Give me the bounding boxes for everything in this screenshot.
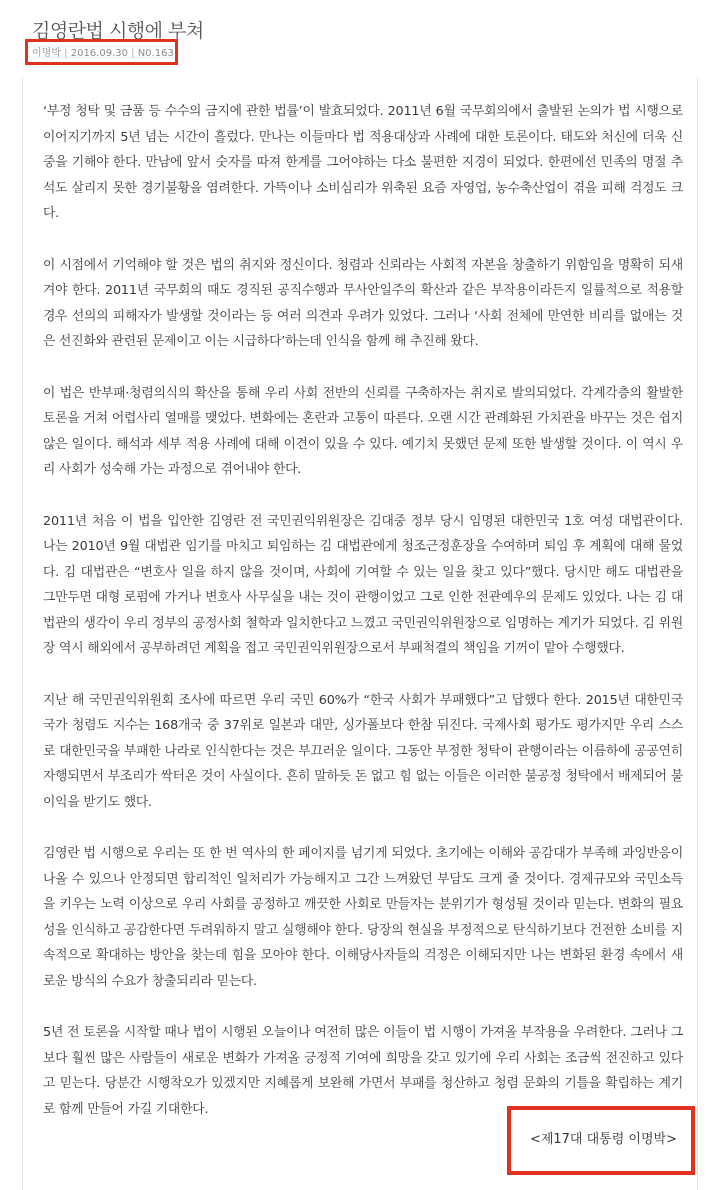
signature: <제17대 대통령 이명박>: [529, 1132, 677, 1147]
paragraph: 지난 해 국민권익위원회 조사에 따르면 우리 국민 60%가 “한국 사회가 부패했다”고 답했다 한다. 2015년 대한민국 국가 청렴도 지수는 168개국 중 37위로 일본과 대만, 싱가폴보다 한참 뒤진다. 국제사회 평가도 평가지만 우리 스스로 대한민국을 부패한 나라로 인식한다는 것은 부끄러운 일이다. 그동안 부정한 청탁이 관행이라는 이름하에 공공연히 자행되면서 부조리가 싹터온 것이 사실이다. 흔히 말하듯 돈 없고 힘 없는 이들은 이러한 불공정 청탁에서 배제되어 불이익을 받기도 했다.: [43, 692, 683, 810]
signature-highlight-box: [507, 1106, 695, 1175]
meta-separator: |: [127, 48, 138, 59]
paragraph: 김영란 법 시행으로 우리는 또 한 번 역사의 한 페이지를 넘기게 되었다. 초기에는 이해와 공감대가 부족해 과잉반응이 나올 수 있으나 안정되면 합리적인 일처리가 가능해지고 그간 느껴왔던 부담도 크게 줄 것이다. 경제규모와 국민소득을 키우는 노력 이상으로 우리 사회를 공정하고 깨끗한 사회로 만들자는 분위기가 형성될 것이라 믿는다. 변화의 필요성을 인식하고 공감한다면 두려워하지 말고 실행해야 한다. 당장의 현실을 부정적으로 탄식하기보다 건전한 소비를 지속적으로 확대하는 방안을 찾는데 힘을 모아야 한다. 이해당사자들의 걱정은 이해되지만 나는 변화된 환경 속에서 새로운 방식의 수요가 창출되리라 믿는다.: [43, 846, 683, 989]
article-title: 김영란법 시행에 부쳐: [32, 20, 204, 42]
article-header: [0, 0, 720, 78]
paragraph: 5년 전 토론을 시작할 때나 법이 시행된 오늘이나 여전히 많은 이들이 법 시행이 가져올 부작용을 우려한다. 그러나 그보다 훨씬 많은 사람들이 새로운 변화가 가져올 긍정적 기여에 희망을 갖고 있기에 우리 사회는 조금씩 전진하고 있다고 믿는다. 당분간 시행착오가 있겠지만 지혜롭게 보완해 가면서 부패를 청산하고 청렴 문화의 기틀을 확립하는 계기로 함께 만들어 가길 기대한다.: [43, 1025, 683, 1117]
meta-author: 이명박: [32, 48, 61, 59]
meta-number: N0.163: [137, 48, 174, 59]
article-meta: [32, 46, 174, 62]
paragraph: 2011년 처음 이 법을 입안한 김영란 전 국민권익위원장은 김대중 정부 당시 임명된 대한민국 1호 여성 대법관이다. 나는 2010년 9월 대법관 임기를 마치고 퇴임하는 김 대법관에게 청조근정훈장을 수여하며 퇴임 후 계획에 대해 물었다. 김 대법관은 “변호사 일을 하지 않을 것이며, 사회에 기여할 수 있는 일을 찾고 있다”했다. 당시만 해도 대법관을 그만두면 대형 로펌에 가거나 변호사 사무실을 내는 것이 관행이었고 그로 인한 전관예우의 문제도 있었다. 나는 김 대법관의 생각이 우리 정부의 공정사회 철학과 일치한다고 느꼈고 국민권익위원장으로 임명하는 계기가 되었다. 김 위원장 역시 해외에서 공부하려던 계획을 접고 국민권익위원장으로서 부패척결의 책임을 기꺼이 맡아 수행했다.: [43, 513, 683, 656]
meta-date: 2016.09.30: [70, 48, 128, 59]
article-body-panel: [22, 78, 698, 1190]
paragraph: 이 법은 반부패·청렴의식의 확산을 통해 우리 사회 전반의 신뢰를 구축하자는 취지로 발의되었다. 각계각층의 활발한 토론을 거쳐 어렵사리 열매를 맺었다. 변화에는 혼란과 고통이 따른다. 오랜 시간 관례화된 가치관을 바꾸는 것은 쉽지 않은 일이다. 해석과 세부 적용 사례에 대해 이견이 있을 수 있다. 예기치 못했던 문제 또한 발생할 것이다. 이 역시 우리 사회가 성숙해 가는 과정으로 겪어내야 한다.: [43, 385, 683, 477]
paragraph: ‘부정 청탁 및 금품 등 수수의 금지에 관한 법률’이 발효되었다. 2011년 6월 국무회의에서 출발된 논의가 법 시행으로 이어지기까지 5년 넘는 시간이 흘렀다. 만나는 이들마다 법 적용대상과 사례에 대한 토론이다. 태도와 처신에 더욱 신중을 기해야 한다. 만남에 앞서 숫자를 따져 한계를 그어야하는 다소 불편한 지경이 되었다. 한편에선 민족의 명절 추석도 살리지 못한 경기불황을 염려한다. 가뜩이나 소비심리가 위축된 요즘 자영업, 농수축산업이 겪을 피해 걱정도 크다.: [43, 104, 683, 221]
article-body: [43, 99, 683, 1148]
paragraph: 이 시점에서 기억해야 할 것은 법의 취지와 정신이다. 청렴과 신뢰라는 사회적 자본을 창출하기 위함임을 명확히 되새겨야 한다. 2011년 국무회의 때도 경직된 공직수행과 무사안일주의 확산과 같은 부작용이라든지 일률적으로 적용할 경우 선의의 피해자가 발생할 것이라는 등 여러 의견과 우려가 있었다. 그러나 ‘사회 전체에 만연한 비리를 없애는 것은 선진화와 관련된 문제이고 이는 시급하다’하는데 인식을 함께 해 추진해 왔다.: [43, 257, 683, 349]
meta-separator: |: [60, 48, 71, 59]
